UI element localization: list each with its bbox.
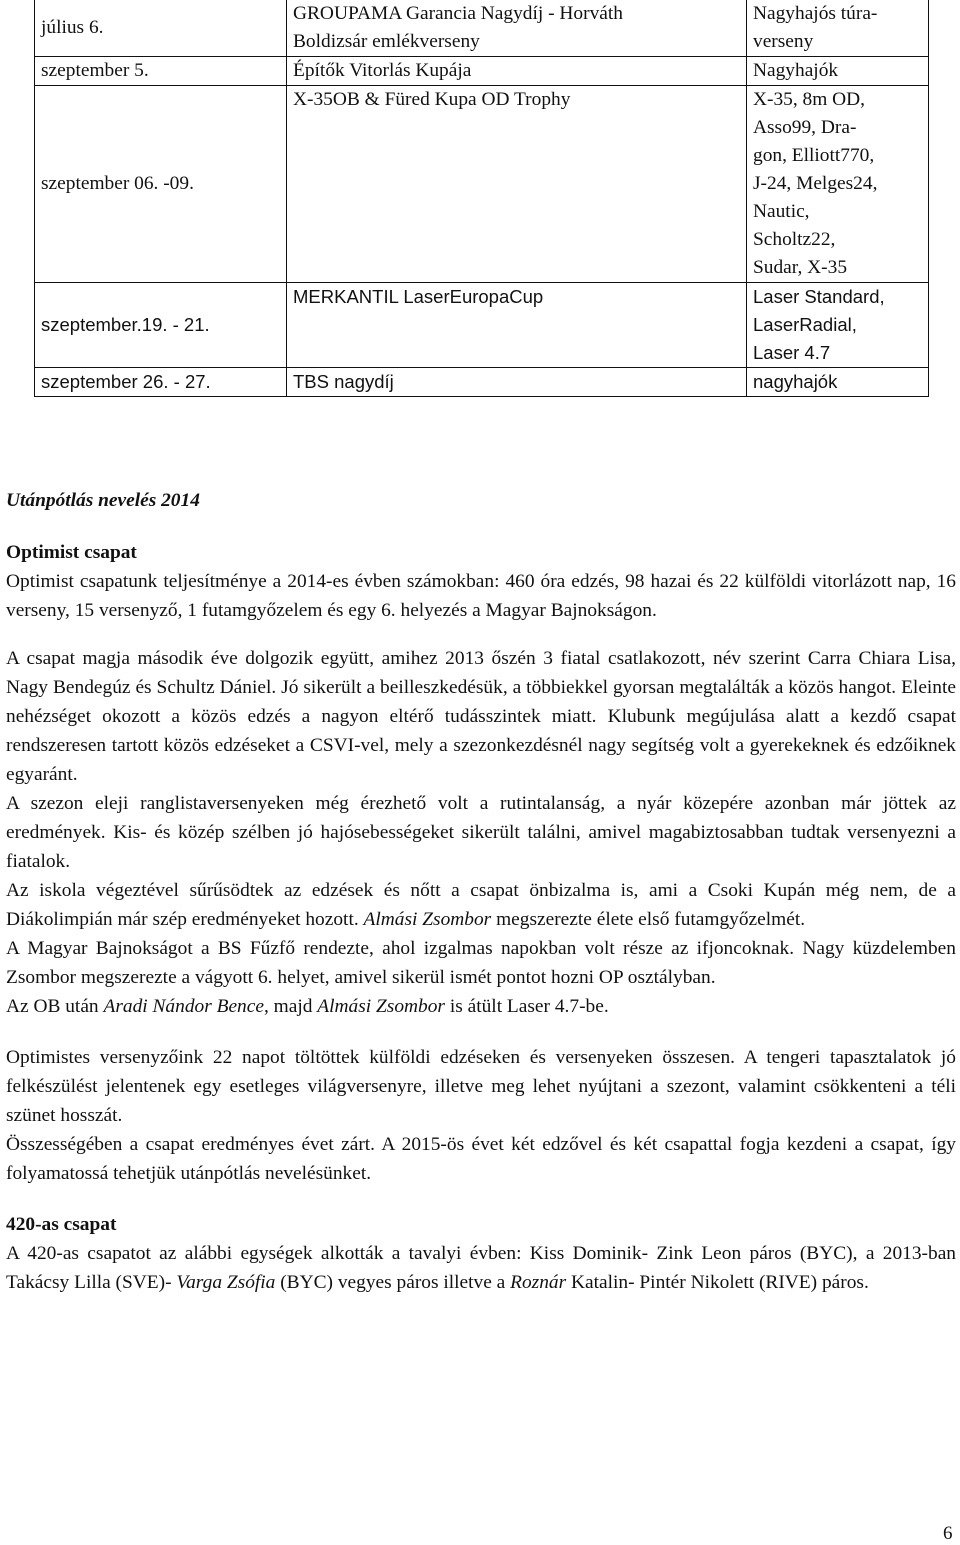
event-name: GROUPAMA Garancia Nagydíj - Horváth Boldizsár emlékverseny	[287, 0, 747, 57]
person-name: Almási Zsombor	[363, 909, 492, 930]
person-name: Almási Zsombor	[317, 996, 445, 1017]
boat-classes: Laser Standard, LaserRadial, Laser 4.7	[747, 283, 929, 368]
person-name: Roznár	[510, 1272, 567, 1293]
boat-classes: X-35, 8m OD, Asso99, Dra- gon, Elliott770, J-24, Melges24, Nautic, Scholtz22, Sudar, X-35	[747, 86, 929, 283]
spacer	[6, 1021, 956, 1043]
person-name: Aradi Nándor Bence	[103, 996, 264, 1017]
table-row	[35, 57, 929, 86]
spacer	[6, 515, 956, 538]
event-name: TBS nagydíj	[287, 368, 747, 397]
event-name: Építők Vitorlás Kupája	[287, 57, 747, 86]
event-date: szeptember.19. - 21.	[35, 283, 287, 368]
event-date: szeptember 26. - 27.	[35, 368, 287, 397]
table-row	[35, 283, 929, 368]
optimist-paragraph: Az OB után Aradi Nándor Bence, majd Almási Zsombor is átült Laser 4.7-be.	[6, 996, 609, 1017]
event-date: szeptember 06. -09.	[35, 86, 287, 283]
event-name: X-35OB & Füred Kupa OD Trophy	[287, 86, 747, 283]
optimist-paragraph: Az iskola végeztével sűrűsödtek az edzések és nőtt a csapat önbizalma is, ami a Csoki Kupán még nem, de a Diákolimpián már szép eredményeket hozott. Almási Zsombor megszerezte élete első futamgyőzelmét.	[6, 880, 956, 930]
table-row	[35, 0, 929, 57]
spacer	[6, 1188, 956, 1210]
optimist-paragraph: A csapat magja második éve dolgozik együtt, amihez 2013 őszén 3 fiatal csatlakozott, név szerint Carra Chiara Lisa, Nagy Bendegúz és Schultz Dániel. Jó sikerült a beilleszkedésük, a többiekkel gyorsan megtalálták a közös hangot. Eleinte nehézséget okozott a közös edzés a nagyon eltérő tudásszintek miatt. Klubunk megújulása alatt a kezdő csapat rendszeresen tartott közös edzéseket a CSVI-vel, mely a szezonkezdésnél nagy segítség volt a gyerekeknek és edzőiknek egyaránt.	[6, 648, 956, 785]
event-name: MERKANTIL LaserEuropaCup	[287, 283, 747, 368]
optimist-paragraph: A Magyar Bajnokságot a BS Fűzfő rendezte, ahol izgalmas napokban volt része az ifjoncoknak. Nagy küzdelemben Zsombor megszerezte a vágyott 6. helyet, amivel sikerül ismét pontot hozni OP osztályban.	[6, 938, 956, 988]
event-date: szeptember 5.	[35, 57, 287, 86]
team420-paragraph: A 420-as csapatot az alábbi egységek alkották a tavalyi évben: Kiss Dominik- Zink Leon páros (BYC), a 2013-ban Takácsy Lilla (SVE)- Varga Zsófia (BYC) vegyes páros illetve a Roznár Katalin- Pintér Nikolett (RIVE) páros.	[6, 1243, 956, 1293]
table-row	[35, 368, 929, 397]
person-name: Varga Zsófia	[176, 1272, 276, 1293]
optimist-paragraph: A szezon eleji ranglistaversenyeken még érezhető volt a rutintalanság, a nyár közepére azonban már jöttek az eredmények. Kis- és közép szélben jó hajósebességeket sikerült találni, amivel magabiztosabban tudtak versenyezni a fiatalok.	[6, 793, 956, 872]
optimist-paragraph: Összességében a csapat eredményes évet zárt. A 2015-ös évet két edzővel és két csapattal fogja kezdeni a csapat, így folyamatossá tehetjük utánpótlás nevelésünket.	[6, 1134, 956, 1184]
boat-classes: Nagyhajós túra- verseny	[747, 0, 929, 57]
boat-classes: nagyhajók	[747, 368, 929, 397]
team420-heading: 420-as csapat	[6, 1214, 117, 1235]
event-date: július 6.	[35, 0, 287, 57]
optimist-heading: Optimist csapat	[6, 542, 137, 563]
optimist-paragraph: Optimistes versenyzőink 22 napot töltöttek külföldi edzéseken és versenyeken összesen. A tengeri tapasztalatok jó felkészülést jelentenek egy esetleges világversenyre, illetve meg lehet nyújtani a szezont, valamint csökkenteni a téli szünet hosszát.	[6, 1047, 956, 1126]
events-table	[34, 0, 929, 397]
table-row	[35, 86, 929, 283]
optimist-paragraph: Optimist csapatunk teljesítménye a 2014-es évben számokban: 460 óra edzés, 98 hazai és 22 külföldi vitorlázott nap, 16 verseny, 15 versenyző, 1 futamgyőzelem és egy 6. helyezés a Magyar Bajnokságon.	[6, 571, 956, 621]
article-body	[6, 486, 956, 1297]
spacer	[6, 625, 956, 644]
section-title: Utánpótlás nevelés 2014	[6, 490, 200, 511]
page-number: 6	[943, 1523, 953, 1544]
boat-classes: Nagyhajók	[747, 57, 929, 86]
